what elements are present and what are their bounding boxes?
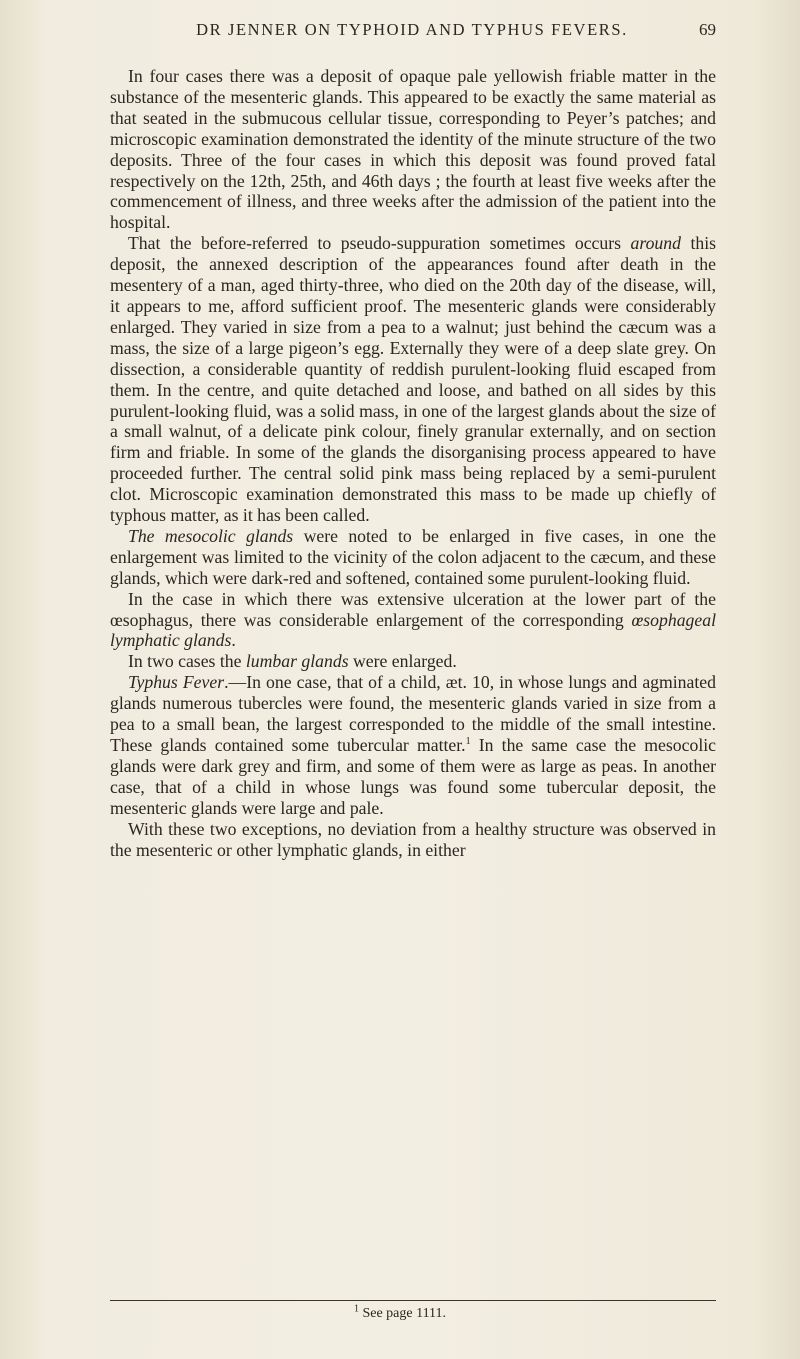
footnote-reference[interactable]: 1 — [465, 736, 471, 748]
paragraph-mesocolic-glands — [110, 526, 716, 589]
text-run: were enlarged. — [348, 651, 457, 672]
paragraph-oesophageal-glands — [110, 589, 716, 652]
text-run: . — [231, 630, 236, 651]
body-text — [110, 66, 716, 860]
text-run: In the same case the mesocolic glands were dark grey and firm, and some of them were as large as peas. In another case, that of a child in whose lungs was found some tubercular deposit, the mesenteric glands were large and pale. — [110, 735, 716, 818]
emphasis-oesophageal-glands: œsophageal lymphatic glands — [110, 609, 716, 651]
paragraph-pseudo-suppuration — [110, 233, 716, 526]
paragraph-lumbar-glands — [110, 651, 716, 672]
text-run: In two cases the — [128, 651, 246, 672]
text-run: .—In one case, that of a child, æt. 10, in whose lungs and agminated glands numerous tubercles were found, the mesenteric glands varied in size from a pea to a small bean, the largest corresponded to the middle of the small intestine. These glands contained some tubercular matter. — [110, 672, 716, 755]
running-head — [108, 20, 716, 50]
emphasis-lumbar-glands: lumbar glands — [245, 651, 349, 672]
footnote-marker: 1 — [353, 1303, 359, 1315]
running-title: DR JENNER ON TYPHOID AND TYPHUS FEVERS. — [196, 20, 628, 39]
emphasis-around: around — [630, 233, 681, 254]
paragraph-typhus-fever — [110, 672, 716, 818]
text-run: this deposit, the annexed description of the appearances found after death in the mesentery of a man, aged thirty-three, who died on the 20th day of the disease, will, it appears to me, afford sufficient proof. The mesenteric glands were considerably enlarged. They varied in size from a pea to a walnut; just behind the cæcum was a mass, the size of a large pigeon’s egg. Externally they were of a deep slate grey. On dissection, a considerable quantity of reddish purulent-looking fluid escaped from them. In the centre, and quite detached and loose, and bathed on all sides by this purulent-looking fluid, was a solid mass, in one of the largest glands about the size of a small walnut, of a delicate pink colour, finely granular externally, and on section firm and friable. In some of the glands the disorganising process appeared to have proceeded further. The central solid pink mass being replaced by a semi-purulent clot. Microscopic examination demonstrated this mass to be made up chiefly of typhous matter, as it has been called. — [110, 233, 717, 526]
text-run: In the case in which there was extensive ulceration at the lower part of the œsophagus, there was considerable enlargement of the corresponding — [110, 588, 716, 630]
heading-mesocolic-glands: The mesocolic glands — [128, 525, 294, 546]
footnote-divider — [110, 1300, 716, 1301]
footnote — [0, 1303, 800, 1322]
paragraph-deposit: In four cases there was a deposit of opaque pale yellowish friable matter in the substance of the mesenteric glands. This appeared to be exactly the same material as that seated in the submucous cellular tissue, corresponding to Peyer’s patches; and microscopic examination demonstrated the identity of the minute structure of the two deposits. Three of the four cases in which this deposit was found proved fatal respectively on the 12th, 25th, and 46th days ; the fourth at least five weeks after the commencement of illness, and three weeks after the admission of the patient into the hospital. — [110, 66, 716, 233]
text-run: That the before-referred to pseudo-suppuration sometimes occurs — [128, 233, 622, 254]
text-run: were noted to be enlarged in five cases, in one the enlargement was limited to the vicinity of the colon adjacent to the cæcum, and these glands, which were dark-red and softened, contained some purulent-looking fluid. — [110, 525, 716, 588]
paragraph-exceptions: With these two exceptions, no deviation from a healthy structure was observed in the mesenteric or other lymphatic glands, in either — [110, 818, 716, 860]
heading-typhus-fever: Typhus Fever — [128, 672, 225, 693]
page-number: 69 — [699, 20, 716, 39]
footnote-text: See page 1111. — [358, 1306, 447, 1321]
